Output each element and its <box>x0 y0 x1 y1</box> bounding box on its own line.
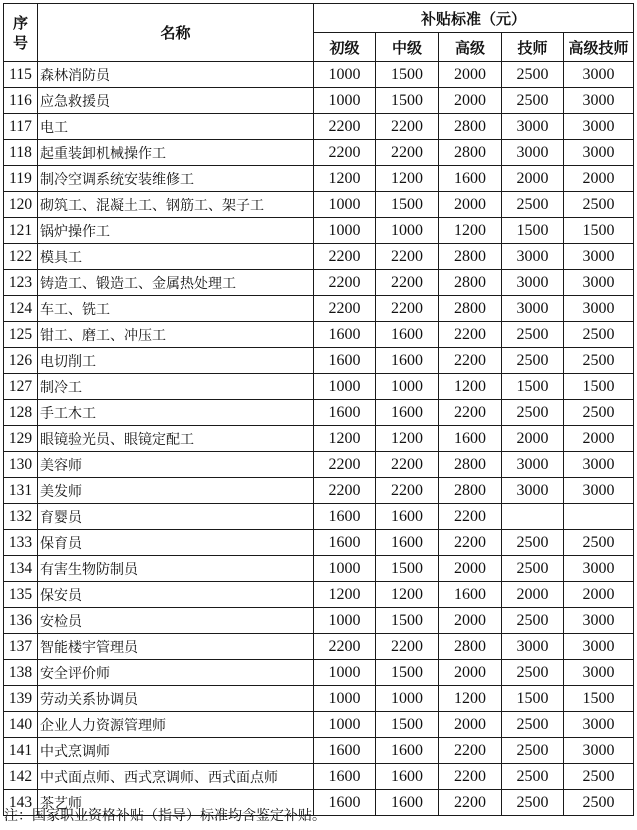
occupation-name: 砌筑工、混凝土工、钢筋工、架子工 <box>38 192 314 218</box>
subsidy-technician: 3000 <box>502 244 564 270</box>
subsidy-senior: 2800 <box>439 244 502 270</box>
subsidy-senior: 2200 <box>439 504 502 530</box>
subsidy-intermediate: 1200 <box>376 166 439 192</box>
subsidy-primary: 1000 <box>314 218 376 244</box>
occupation-name: 森林消防员 <box>38 62 314 88</box>
subsidy-primary: 1000 <box>314 88 376 114</box>
subsidy-primary: 2200 <box>314 296 376 322</box>
subsidy-intermediate: 1600 <box>376 530 439 556</box>
subsidy-technician: 2500 <box>502 790 564 816</box>
occupation-name: 模具工 <box>38 244 314 270</box>
table-row <box>4 712 634 738</box>
subsidy-senior-technician: 3000 <box>564 114 634 140</box>
subsidy-senior-technician: 2000 <box>564 426 634 452</box>
subsidy-senior: 2200 <box>439 400 502 426</box>
subsidy-primary: 1000 <box>314 62 376 88</box>
table-row <box>4 244 634 270</box>
subsidy-technician: 2500 <box>502 764 564 790</box>
subsidy-senior-technician: 3000 <box>564 712 634 738</box>
row-number: 128 <box>4 400 38 426</box>
subsidy-senior: 1600 <box>439 582 502 608</box>
table-row <box>4 608 634 634</box>
subsidy-senior-technician: 3000 <box>564 140 634 166</box>
subsidy-senior-technician: 3000 <box>564 452 634 478</box>
row-number: 140 <box>4 712 38 738</box>
row-number: 118 <box>4 140 38 166</box>
subsidy-intermediate: 1600 <box>376 322 439 348</box>
table-row <box>4 426 634 452</box>
subsidy-senior-technician: 3000 <box>564 270 634 296</box>
subsidy-primary: 1200 <box>314 166 376 192</box>
subsidy-technician: 1500 <box>502 374 564 400</box>
occupation-name: 铸造工、锻造工、金属热处理工 <box>38 270 314 296</box>
row-number: 142 <box>4 764 38 790</box>
subsidy-primary: 1600 <box>314 790 376 816</box>
subsidy-technician: 2500 <box>502 88 564 114</box>
occupation-name: 育婴员 <box>38 504 314 530</box>
row-number: 126 <box>4 348 38 374</box>
subsidy-senior: 1200 <box>439 686 502 712</box>
subsidy-intermediate: 1200 <box>376 582 439 608</box>
subsidy-intermediate: 2200 <box>376 270 439 296</box>
subsidy-senior: 2200 <box>439 790 502 816</box>
occupation-name: 制冷空调系统安装维修工 <box>38 166 314 192</box>
subsidy-primary: 1600 <box>314 530 376 556</box>
subsidy-intermediate: 1000 <box>376 686 439 712</box>
subsidy-technician: 2500 <box>502 712 564 738</box>
subsidy-senior: 2200 <box>439 348 502 374</box>
row-number: 129 <box>4 426 38 452</box>
header-level-technician: 技师 <box>502 33 564 62</box>
header-level-senior-technician: 高级技师 <box>564 33 634 62</box>
header-level-senior: 高级 <box>439 33 502 62</box>
row-number: 116 <box>4 88 38 114</box>
header-seq <box>4 4 38 62</box>
subsidy-table-container <box>3 3 633 816</box>
subsidy-primary: 2200 <box>314 270 376 296</box>
subsidy-senior: 2000 <box>439 660 502 686</box>
subsidy-primary: 1000 <box>314 556 376 582</box>
occupation-name: 手工木工 <box>38 400 314 426</box>
subsidy-intermediate: 1600 <box>376 790 439 816</box>
subsidy-senior-technician: 3000 <box>564 244 634 270</box>
subsidy-senior-technician: 3000 <box>564 608 634 634</box>
subsidy-intermediate: 1000 <box>376 218 439 244</box>
subsidy-intermediate: 1600 <box>376 738 439 764</box>
subsidy-technician: 2500 <box>502 322 564 348</box>
subsidy-intermediate: 1600 <box>376 348 439 374</box>
subsidy-senior-technician: 3000 <box>564 62 634 88</box>
subsidy-intermediate: 1500 <box>376 712 439 738</box>
subsidy-technician: 2000 <box>502 426 564 452</box>
table-row <box>4 764 634 790</box>
subsidy-technician: 3000 <box>502 296 564 322</box>
table-row <box>4 140 634 166</box>
header-seq-bottom: 号 <box>12 33 28 52</box>
subsidy-intermediate: 2200 <box>376 244 439 270</box>
subsidy-senior: 2000 <box>439 62 502 88</box>
table-row <box>4 582 634 608</box>
header-seq-top: 序 <box>12 13 28 32</box>
subsidy-technician: 2500 <box>502 556 564 582</box>
subsidy-primary: 1200 <box>314 426 376 452</box>
subsidy-senior-technician: 2500 <box>564 764 634 790</box>
subsidy-intermediate: 2200 <box>376 296 439 322</box>
subsidy-primary: 1600 <box>314 738 376 764</box>
subsidy-primary: 1600 <box>314 348 376 374</box>
subsidy-senior: 2200 <box>439 322 502 348</box>
subsidy-primary: 1600 <box>314 400 376 426</box>
subsidy-senior-technician: 3000 <box>564 660 634 686</box>
subsidy-primary: 2200 <box>314 478 376 504</box>
subsidy-intermediate: 2200 <box>376 478 439 504</box>
subsidy-technician: 2500 <box>502 530 564 556</box>
footnote: 注：国家职业资格补贴（指导）标准均含鉴定补贴。 <box>4 808 326 824</box>
table-row <box>4 166 634 192</box>
subsidy-senior: 2000 <box>439 192 502 218</box>
occupation-name: 保育员 <box>38 530 314 556</box>
subsidy-technician: 2500 <box>502 348 564 374</box>
occupation-name: 有害生物防制员 <box>38 556 314 582</box>
subsidy-primary: 1600 <box>314 764 376 790</box>
table-row <box>4 686 634 712</box>
occupation-name: 安全评价师 <box>38 660 314 686</box>
table-row <box>4 452 634 478</box>
subsidy-senior-technician: 1500 <box>564 374 634 400</box>
subsidy-senior-technician: 3000 <box>564 296 634 322</box>
subsidy-technician: 2500 <box>502 192 564 218</box>
row-number: 125 <box>4 322 38 348</box>
subsidy-technician: 3000 <box>502 270 564 296</box>
occupation-name: 眼镜验光员、眼镜定配工 <box>38 426 314 452</box>
subsidy-primary: 1000 <box>314 374 376 400</box>
table-row <box>4 322 634 348</box>
table-row <box>4 62 634 88</box>
subsidy-intermediate: 2200 <box>376 114 439 140</box>
row-number: 135 <box>4 582 38 608</box>
subsidy-senior: 2800 <box>439 140 502 166</box>
subsidy-technician: 3000 <box>502 114 564 140</box>
row-number: 123 <box>4 270 38 296</box>
subsidy-senior: 2800 <box>439 478 502 504</box>
subsidy-intermediate: 1600 <box>376 400 439 426</box>
occupation-name: 美发师 <box>38 478 314 504</box>
subsidy-primary: 2200 <box>314 140 376 166</box>
subsidy-technician: 2500 <box>502 62 564 88</box>
subsidy-senior-technician: 2500 <box>564 348 634 374</box>
subsidy-primary: 1000 <box>314 712 376 738</box>
subsidy-senior-technician: 2500 <box>564 192 634 218</box>
table-row <box>4 88 634 114</box>
subsidy-senior-technician: 3000 <box>564 556 634 582</box>
row-number: 143 <box>4 790 38 816</box>
row-number: 131 <box>4 478 38 504</box>
table-row <box>4 296 634 322</box>
table-row <box>4 530 634 556</box>
row-number: 117 <box>4 114 38 140</box>
occupation-name: 制冷工 <box>38 374 314 400</box>
subsidy-senior: 2800 <box>439 270 502 296</box>
row-number: 138 <box>4 660 38 686</box>
subsidy-primary: 2200 <box>314 634 376 660</box>
subsidy-senior: 2800 <box>439 296 502 322</box>
table-row <box>4 218 634 244</box>
subsidy-senior-technician: 2500 <box>564 790 634 816</box>
subsidy-senior-technician: 1500 <box>564 218 634 244</box>
row-number: 127 <box>4 374 38 400</box>
subsidy-intermediate: 1500 <box>376 88 439 114</box>
occupation-name: 智能楼宇管理员 <box>38 634 314 660</box>
subsidy-intermediate: 2200 <box>376 140 439 166</box>
row-number: 124 <box>4 296 38 322</box>
subsidy-senior-technician: 2500 <box>564 400 634 426</box>
occupation-name: 保安员 <box>38 582 314 608</box>
row-number: 122 <box>4 244 38 270</box>
subsidy-senior: 2200 <box>439 530 502 556</box>
table-body <box>4 62 634 816</box>
subsidy-technician: 2500 <box>502 660 564 686</box>
subsidy-primary: 1000 <box>314 660 376 686</box>
table-row <box>4 192 634 218</box>
subsidy-senior-technician: 3000 <box>564 88 634 114</box>
subsidy-intermediate: 1500 <box>376 660 439 686</box>
subsidy-senior-technician <box>564 504 634 530</box>
subsidy-senior-technician: 3000 <box>564 478 634 504</box>
subsidy-senior-technician: 2500 <box>564 322 634 348</box>
subsidy-primary: 1000 <box>314 608 376 634</box>
subsidy-senior: 1200 <box>439 218 502 244</box>
table-row <box>4 478 634 504</box>
subsidy-senior: 2800 <box>439 114 502 140</box>
subsidy-technician: 3000 <box>502 140 564 166</box>
subsidy-senior-technician: 3000 <box>564 738 634 764</box>
subsidy-primary: 1000 <box>314 686 376 712</box>
subsidy-technician: 3000 <box>502 634 564 660</box>
subsidy-technician: 1500 <box>502 218 564 244</box>
occupation-name: 起重装卸机械操作工 <box>38 140 314 166</box>
subsidy-senior: 1600 <box>439 166 502 192</box>
row-number: 141 <box>4 738 38 764</box>
row-number: 136 <box>4 608 38 634</box>
subsidy-technician: 2000 <box>502 582 564 608</box>
subsidy-senior-technician: 2000 <box>564 582 634 608</box>
row-number: 133 <box>4 530 38 556</box>
header-level-intermediate: 中级 <box>376 33 439 62</box>
occupation-name: 劳动关系协调员 <box>38 686 314 712</box>
subsidy-intermediate: 2200 <box>376 452 439 478</box>
occupation-name: 电切削工 <box>38 348 314 374</box>
subsidy-senior: 2200 <box>439 764 502 790</box>
occupation-name: 美容师 <box>38 452 314 478</box>
occupation-name: 应急救援员 <box>38 88 314 114</box>
subsidy-technician: 1500 <box>502 686 564 712</box>
subsidy-senior: 2200 <box>439 738 502 764</box>
subsidy-intermediate: 1000 <box>376 374 439 400</box>
subsidy-senior: 2000 <box>439 608 502 634</box>
row-number: 120 <box>4 192 38 218</box>
table-row <box>4 738 634 764</box>
occupation-name: 锅炉操作工 <box>38 218 314 244</box>
row-number: 119 <box>4 166 38 192</box>
subsidy-senior-technician: 1500 <box>564 686 634 712</box>
subsidy-technician: 2500 <box>502 738 564 764</box>
occupation-name: 中式面点师、西式烹调师、西式面点师 <box>38 764 314 790</box>
table-header <box>4 4 634 62</box>
subsidy-senior: 2800 <box>439 634 502 660</box>
row-number: 130 <box>4 452 38 478</box>
occupation-name: 安检员 <box>38 608 314 634</box>
table-row <box>4 348 634 374</box>
subsidy-senior: 2000 <box>439 88 502 114</box>
subsidy-senior: 2800 <box>439 452 502 478</box>
header-name: 名称 <box>38 4 314 62</box>
row-number: 121 <box>4 218 38 244</box>
subsidy-primary: 2200 <box>314 244 376 270</box>
row-number: 132 <box>4 504 38 530</box>
subsidy-intermediate: 1500 <box>376 192 439 218</box>
table-row <box>4 114 634 140</box>
subsidy-senior: 2000 <box>439 712 502 738</box>
occupation-name: 企业人力资源管理师 <box>38 712 314 738</box>
subsidy-senior: 2000 <box>439 556 502 582</box>
table-row <box>4 634 634 660</box>
table-row <box>4 504 634 530</box>
occupation-name: 中式烹调师 <box>38 738 314 764</box>
occupation-name: 钳工、磨工、冲压工 <box>38 322 314 348</box>
subsidy-primary: 1600 <box>314 504 376 530</box>
subsidy-senior: 1600 <box>439 426 502 452</box>
table-row <box>4 374 634 400</box>
subsidy-intermediate: 1500 <box>376 62 439 88</box>
header-level-primary: 初级 <box>314 33 376 62</box>
subsidy-intermediate: 1500 <box>376 556 439 582</box>
row-number: 134 <box>4 556 38 582</box>
table-row <box>4 270 634 296</box>
occupation-name: 茶艺师 <box>38 790 314 816</box>
occupation-name: 车工、铣工 <box>38 296 314 322</box>
subsidy-technician: 2500 <box>502 400 564 426</box>
subsidy-senior: 1200 <box>439 374 502 400</box>
row-number: 139 <box>4 686 38 712</box>
subsidy-senior-technician: 2500 <box>564 530 634 556</box>
subsidy-senior-technician: 3000 <box>564 634 634 660</box>
subsidy-technician: 3000 <box>502 478 564 504</box>
occupation-name: 电工 <box>38 114 314 140</box>
subsidy-primary: 2200 <box>314 114 376 140</box>
subsidy-primary: 1000 <box>314 192 376 218</box>
subsidy-intermediate: 1600 <box>376 764 439 790</box>
table-row <box>4 660 634 686</box>
row-number: 115 <box>4 62 38 88</box>
subsidy-technician: 3000 <box>502 452 564 478</box>
table-row <box>4 556 634 582</box>
subsidy-intermediate: 2200 <box>376 634 439 660</box>
subsidy-intermediate: 1500 <box>376 608 439 634</box>
table-row <box>4 400 634 426</box>
subsidy-senior-technician: 2000 <box>564 166 634 192</box>
subsidy-primary: 1600 <box>314 322 376 348</box>
subsidy-primary: 2200 <box>314 452 376 478</box>
subsidy-technician <box>502 504 564 530</box>
subsidy-table <box>3 3 634 816</box>
subsidy-intermediate: 1600 <box>376 504 439 530</box>
subsidy-primary: 1200 <box>314 582 376 608</box>
subsidy-intermediate: 1200 <box>376 426 439 452</box>
row-number: 137 <box>4 634 38 660</box>
subsidy-technician: 2500 <box>502 608 564 634</box>
subsidy-technician: 2000 <box>502 166 564 192</box>
header-subsidy-group: 补贴标准（元） <box>314 4 634 33</box>
